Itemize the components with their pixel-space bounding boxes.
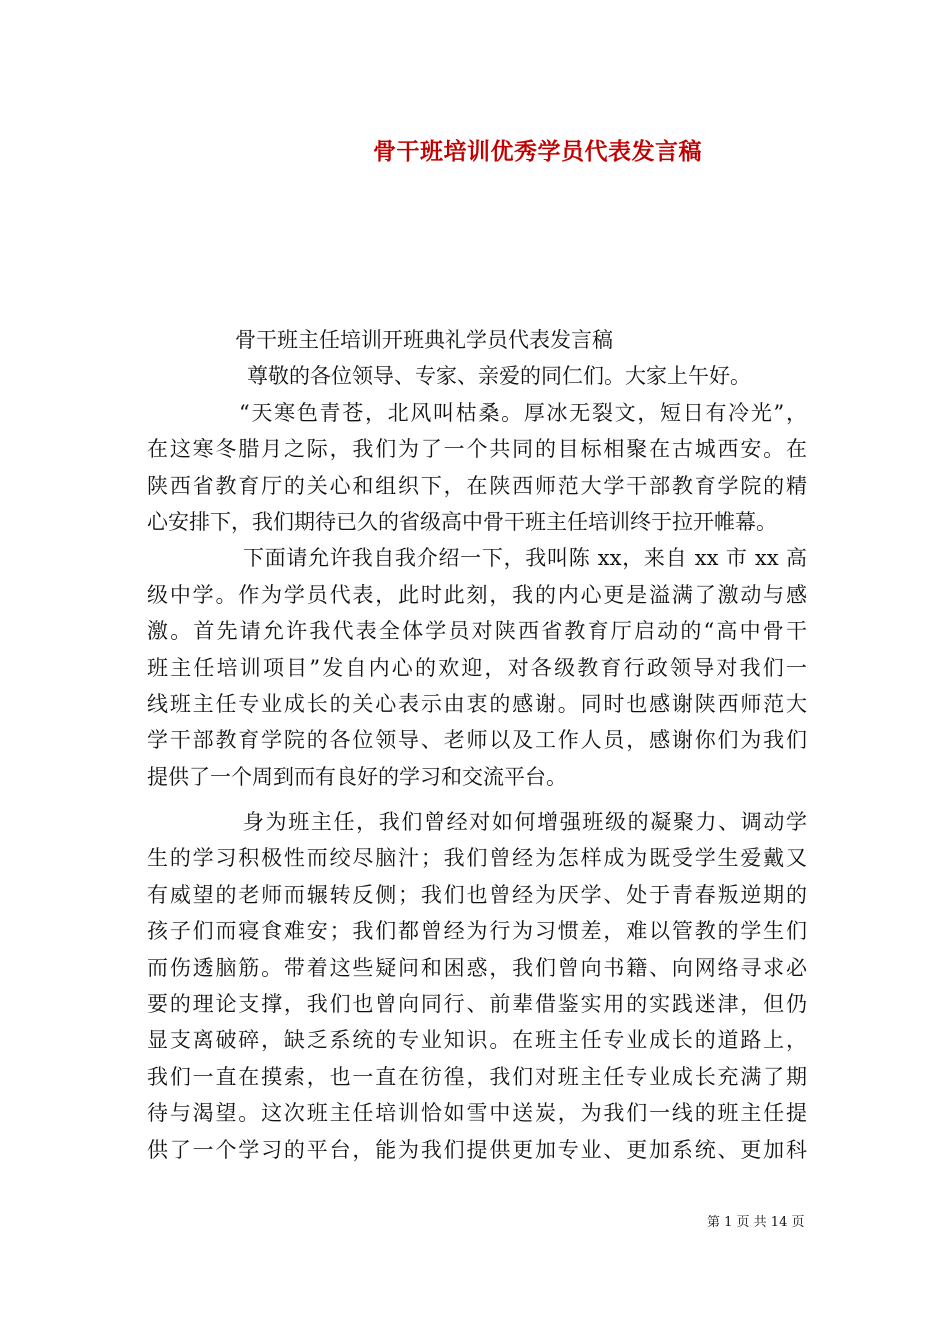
paragraph-line: 激。首先请允许我代表全体学员对陕西省教育厅启动的“高中骨干: [147, 619, 807, 644]
paragraph-line: 班主任培训项目”发自内心的欢迎，对各级教育行政领导对我们一: [147, 655, 807, 680]
document-title: 骨干班培训优秀学员代表发言稿: [373, 138, 702, 165]
document-body: [147, 322, 807, 1168]
paragraph-line: 身为班主任，我们曾经对如何增强班级的凝聚力、调动学: [243, 810, 807, 835]
paragraph-line: 孩子们而寝食难安；我们都曾经为行为习惯差，难以管教的学生们: [147, 919, 807, 944]
paragraph-line: 学干部教育学院的各位领导、老师以及工作人员，感谢你们为我们: [147, 728, 807, 753]
paragraph-line: 在这寒冬腊月之际，我们为了一个共同的目标相聚在古城西安。在: [147, 437, 807, 462]
paragraph-line: 我们一直在摸索，也一直在彷徨，我们对班主任专业成长充满了期: [147, 1064, 807, 1089]
paragraph-line: 供了一个学习的平台，能为我们提供更加专业、更加系统、更加科: [147, 1137, 807, 1162]
paragraph-line: 生的学习积极性而绞尽脑汁；我们曾经为怎样成为既受学生爱戴又: [147, 846, 807, 871]
page-number-footer: 第 1 页 共 14 页: [707, 1215, 805, 1230]
paragraph-line: 陕西省教育厅的关心和组织下，在陕西师范大学干部教育学院的精: [147, 473, 807, 498]
paragraph-line: 提供了一个周到而有良好的学习和交流平台。: [147, 764, 567, 789]
paragraph-line: 线班主任专业成长的关心表示由衷的感谢。同时也感谢陕西师范大: [147, 691, 807, 716]
speech-subtitle: 骨干班主任培训开班典礼学员代表发言稿: [235, 328, 613, 352]
paragraph-line: 而伤透脑筋。带着这些疑问和困惑，我们曾向书籍、向网络寻求必: [147, 955, 807, 980]
paragraph-gap: [147, 795, 807, 804]
paragraph-line: 下面请允许我自我介绍一下，我叫陈 xx，来自 xx 市 xx 高: [243, 546, 807, 571]
paragraph-line: 待与渴望。这次班主任培训恰如雪中送炭，为我们一线的班主任提: [147, 1101, 807, 1126]
paragraph-line: 心安排下，我们期待已久的省级高中骨干班主任培训终于拉开帷幕。: [147, 509, 777, 534]
paragraph-line: 级中学。作为学员代表，此时此刻，我的内心更是溢满了激动与感: [147, 582, 807, 607]
paragraph-line: 显支离破碎，缺乏系统的专业知识。在班主任专业成长的道路上，: [147, 1028, 807, 1053]
greeting-line: 尊敬的各位领导、专家、亲爱的同仁们。大家上午好。: [247, 364, 751, 389]
paragraph-line: “天寒色青苍，北风叫枯桑。厚冰无裂文，短日有冷光”，: [239, 400, 807, 425]
paragraph-line: 有威望的老师而辗转反侧；我们也曾经为厌学、处于青春叛逆期的: [147, 882, 807, 907]
paragraph-line: 要的理论支撑，我们也曾向同行、前辈借鉴实用的实践迷津，但仍: [147, 992, 807, 1017]
